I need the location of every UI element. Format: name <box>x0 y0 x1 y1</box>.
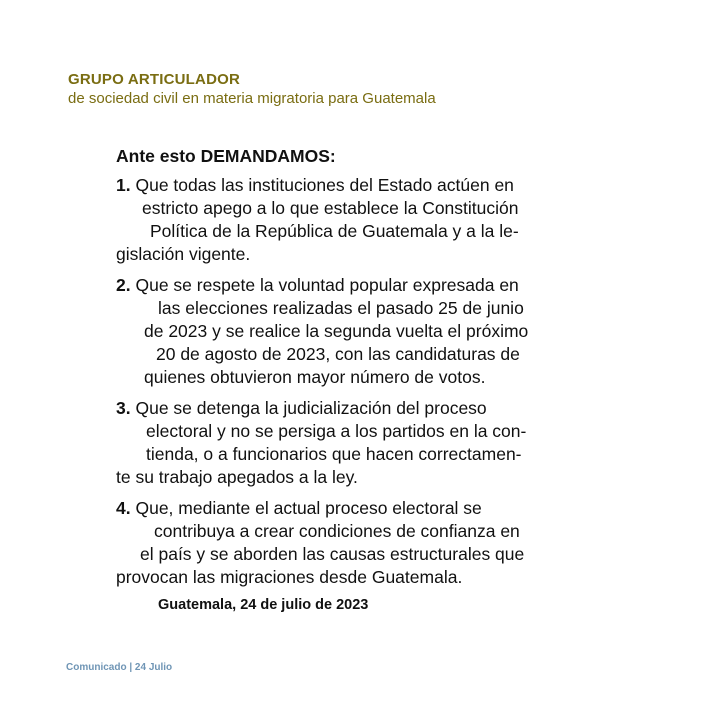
footer-label: Comunicado | 24 Julio <box>66 662 173 673</box>
document-header <box>68 70 436 108</box>
demand-item-4 <box>116 497 596 589</box>
demand-line: electoral y no se persiga a los partidos en la con- <box>146 421 527 441</box>
demand-line: quienes obtuvieron mayor número de votos. <box>144 367 486 387</box>
demand-line: te su trabajo apegados a la ley. <box>116 467 358 487</box>
demand-line <box>116 174 596 197</box>
org-title: GRUPO ARTICULADOR <box>68 71 241 88</box>
demand-line <box>116 397 596 420</box>
demand-item-2 <box>116 274 596 389</box>
demand-text: Que todas las instituciones del Estado actúen en <box>130 175 514 195</box>
demand-line: estricto apego a lo que establece la Constitución <box>142 198 519 218</box>
demand-text: Que se respete la voluntad popular expresada en <box>130 275 519 295</box>
demands-section <box>116 145 596 597</box>
demand-line <box>116 497 596 520</box>
demand-number: 3. <box>116 398 131 418</box>
demand-line: 20 de agosto de 2023, con las candidaturas de <box>156 344 520 364</box>
demand-line: tienda, o a funcionarios que hacen correctamen- <box>146 444 522 464</box>
demand-item-1 <box>116 174 596 266</box>
demand-text: Que se detenga la judicialización del proceso <box>130 398 487 418</box>
demand-line: las elecciones realizadas el pasado 25 de junio <box>158 298 524 318</box>
demand-text: Que, mediante el actual proceso electoral se <box>130 498 482 518</box>
demand-number: 2. <box>116 275 131 295</box>
signature-date: Guatemala, 24 de julio de 2023 <box>158 597 369 613</box>
demand-number: 1. <box>116 175 131 195</box>
demand-item-3 <box>116 397 596 489</box>
demand-line: gislación vigente. <box>116 244 251 264</box>
demand-number: 4. <box>116 498 131 518</box>
demand-line <box>116 274 596 297</box>
demand-line: de 2023 y se realice la segunda vuelta el próximo <box>144 321 529 341</box>
org-subtitle: de sociedad civil en materia migratoria para Guatemala <box>68 90 436 107</box>
demand-line: el país y se aborden las causas estructurales que <box>140 544 525 564</box>
demand-line: Política de la República de Guatemala y a la le- <box>150 221 519 241</box>
demand-line: contribuya a crear condiciones de confianza en <box>154 521 520 541</box>
demand-line: provocan las migraciones desde Guatemala. <box>116 567 463 587</box>
demands-heading: Ante esto DEMANDAMOS: <box>116 146 336 166</box>
